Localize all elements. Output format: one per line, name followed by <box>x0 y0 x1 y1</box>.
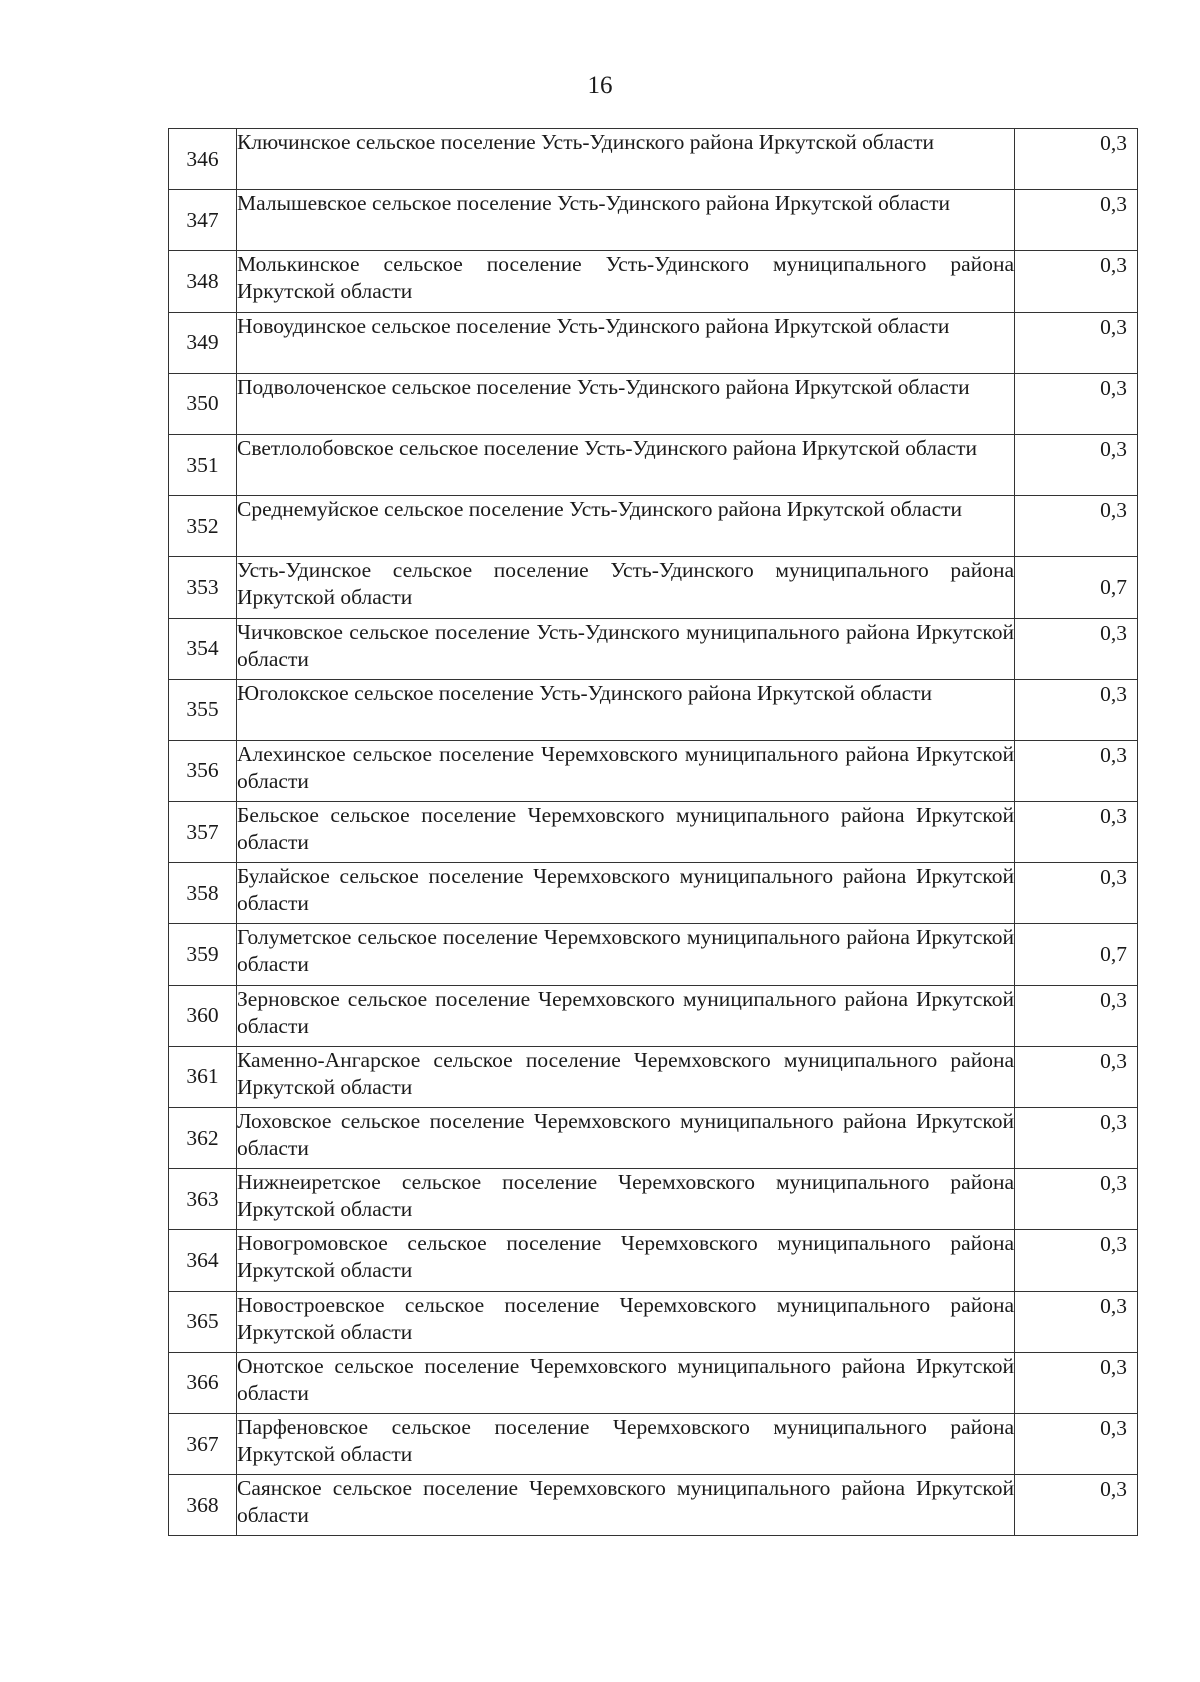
row-number: 365 <box>169 1291 237 1352</box>
row-value: 0,3 <box>1015 1413 1138 1474</box>
table-row <box>169 1230 1138 1291</box>
table-row <box>169 1046 1138 1107</box>
table-row <box>169 312 1138 373</box>
page-number: 16 <box>587 72 613 99</box>
table-row <box>169 1169 1138 1230</box>
row-number: 362 <box>169 1108 237 1169</box>
row-value: 0,3 <box>1015 1352 1138 1413</box>
settlement-name: Нижнеиретское сельское поселение Черемховского муниципального района Иркутской области <box>237 1169 1015 1230</box>
settlement-name: Саянское сельское поселение Черемховского муниципального района Иркутской области <box>237 1475 1015 1536</box>
table-row <box>169 863 1138 924</box>
row-number: 358 <box>169 863 237 924</box>
table-row <box>169 496 1138 557</box>
table-row <box>169 740 1138 801</box>
row-value: 0,7 <box>1015 924 1138 985</box>
row-number: 346 <box>169 129 237 190</box>
row-number: 360 <box>169 985 237 1046</box>
settlement-name: Молькинское сельское поселение Усть-Удинского муниципального района Иркутской области <box>237 251 1015 312</box>
table-row <box>169 129 1138 190</box>
row-value: 0,3 <box>1015 1046 1138 1107</box>
table-row <box>169 1352 1138 1413</box>
settlement-name: Юголокское сельское поселение Усть-Удинского района Иркутской области <box>237 679 1015 740</box>
settlement-name: Малышевское сельское поселение Усть-Удинского района Иркутской области <box>237 190 1015 251</box>
row-value: 0,3 <box>1015 1108 1138 1169</box>
row-number: 348 <box>169 251 237 312</box>
row-value: 0,3 <box>1015 1230 1138 1291</box>
row-number: 359 <box>169 924 237 985</box>
settlement-name: Новогромовское сельское поселение Черемховского муниципального района Иркутской области <box>237 1230 1015 1291</box>
row-value: 0,3 <box>1015 1291 1138 1352</box>
settlement-name: Парфеновское сельское поселение Черемховского муниципального района Иркутской области <box>237 1413 1015 1474</box>
row-value: 0,3 <box>1015 985 1138 1046</box>
table-row <box>169 924 1138 985</box>
table-row <box>169 1108 1138 1169</box>
row-value: 0,3 <box>1015 1475 1138 1536</box>
settlement-name: Светлолобовское сельское поселение Усть-Удинского района Иркутской области <box>237 434 1015 495</box>
settlement-name: Бельское сельское поселение Черемховского муниципального района Иркутской области <box>237 802 1015 863</box>
row-number: 367 <box>169 1413 237 1474</box>
settlement-name: Усть-Удинское сельское поселение Усть-Удинского муниципального района Иркутской области <box>237 557 1015 618</box>
table-row <box>169 679 1138 740</box>
row-value: 0,3 <box>1015 1169 1138 1230</box>
row-value: 0,3 <box>1015 251 1138 312</box>
settlement-name: Среднемуйское сельское поселение Усть-Удинского района Иркутской области <box>237 496 1015 557</box>
row-number: 357 <box>169 802 237 863</box>
settlement-name: Подволоченское сельское поселение Усть-Удинского района Иркутской области <box>237 373 1015 434</box>
table-row <box>169 1413 1138 1474</box>
settlement-name: Новостроевское сельское поселение Черемховского муниципального района Иркутской области <box>237 1291 1015 1352</box>
row-number: 356 <box>169 740 237 801</box>
table-row <box>169 557 1138 618</box>
row-value: 0,3 <box>1015 679 1138 740</box>
settlement-name: Голуметское сельское поселение Черемховского муниципального района Иркутской области <box>237 924 1015 985</box>
row-number: 353 <box>169 557 237 618</box>
settlement-name: Ключинское сельское поселение Усть-Удинского района Иркутской области <box>237 129 1015 190</box>
row-value: 0,3 <box>1015 740 1138 801</box>
row-number: 351 <box>169 434 237 495</box>
table-row <box>169 434 1138 495</box>
row-value: 0,3 <box>1015 802 1138 863</box>
settlement-name: Онотское сельское поселение Черемховского муниципального района Иркутской области <box>237 1352 1015 1413</box>
row-number: 347 <box>169 190 237 251</box>
settlements-table <box>168 128 1138 1536</box>
settlement-name: Булайское сельское поселение Черемховского муниципального района Иркутской области <box>237 863 1015 924</box>
row-value: 0,3 <box>1015 312 1138 373</box>
row-number: 366 <box>169 1352 237 1413</box>
table-row <box>169 190 1138 251</box>
row-value: 0,7 <box>1015 557 1138 618</box>
row-number: 363 <box>169 1169 237 1230</box>
settlement-name: Каменно-Ангарское сельское поселение Черемховского муниципального района Иркутской области <box>237 1046 1015 1107</box>
row-number: 361 <box>169 1046 237 1107</box>
row-number: 354 <box>169 618 237 679</box>
row-number: 355 <box>169 679 237 740</box>
table-row <box>169 802 1138 863</box>
settlement-name: Зерновское сельское поселение Черемховского муниципального района Иркутской области <box>237 985 1015 1046</box>
row-value: 0,3 <box>1015 496 1138 557</box>
row-value: 0,3 <box>1015 618 1138 679</box>
table-row <box>169 1475 1138 1536</box>
table-row <box>169 985 1138 1046</box>
settlement-name: Чичковское сельское поселение Усть-Удинского муниципального района Иркутской области <box>237 618 1015 679</box>
row-number: 352 <box>169 496 237 557</box>
row-value: 0,3 <box>1015 863 1138 924</box>
row-value: 0,3 <box>1015 129 1138 190</box>
row-number: 364 <box>169 1230 237 1291</box>
row-value: 0,3 <box>1015 373 1138 434</box>
settlement-name: Алехинское сельское поселение Черемховского муниципального района Иркутской области <box>237 740 1015 801</box>
table-row <box>169 251 1138 312</box>
row-value: 0,3 <box>1015 434 1138 495</box>
row-value: 0,3 <box>1015 190 1138 251</box>
table-row <box>169 373 1138 434</box>
row-number: 350 <box>169 373 237 434</box>
settlement-name: Новоудинское сельское поселение Усть-Удинского района Иркутской области <box>237 312 1015 373</box>
table-row <box>169 618 1138 679</box>
row-number: 349 <box>169 312 237 373</box>
settlement-name: Лоховское сельское поселение Черемховского муниципального района Иркутской области <box>237 1108 1015 1169</box>
table-row <box>169 1291 1138 1352</box>
row-number: 368 <box>169 1475 237 1536</box>
